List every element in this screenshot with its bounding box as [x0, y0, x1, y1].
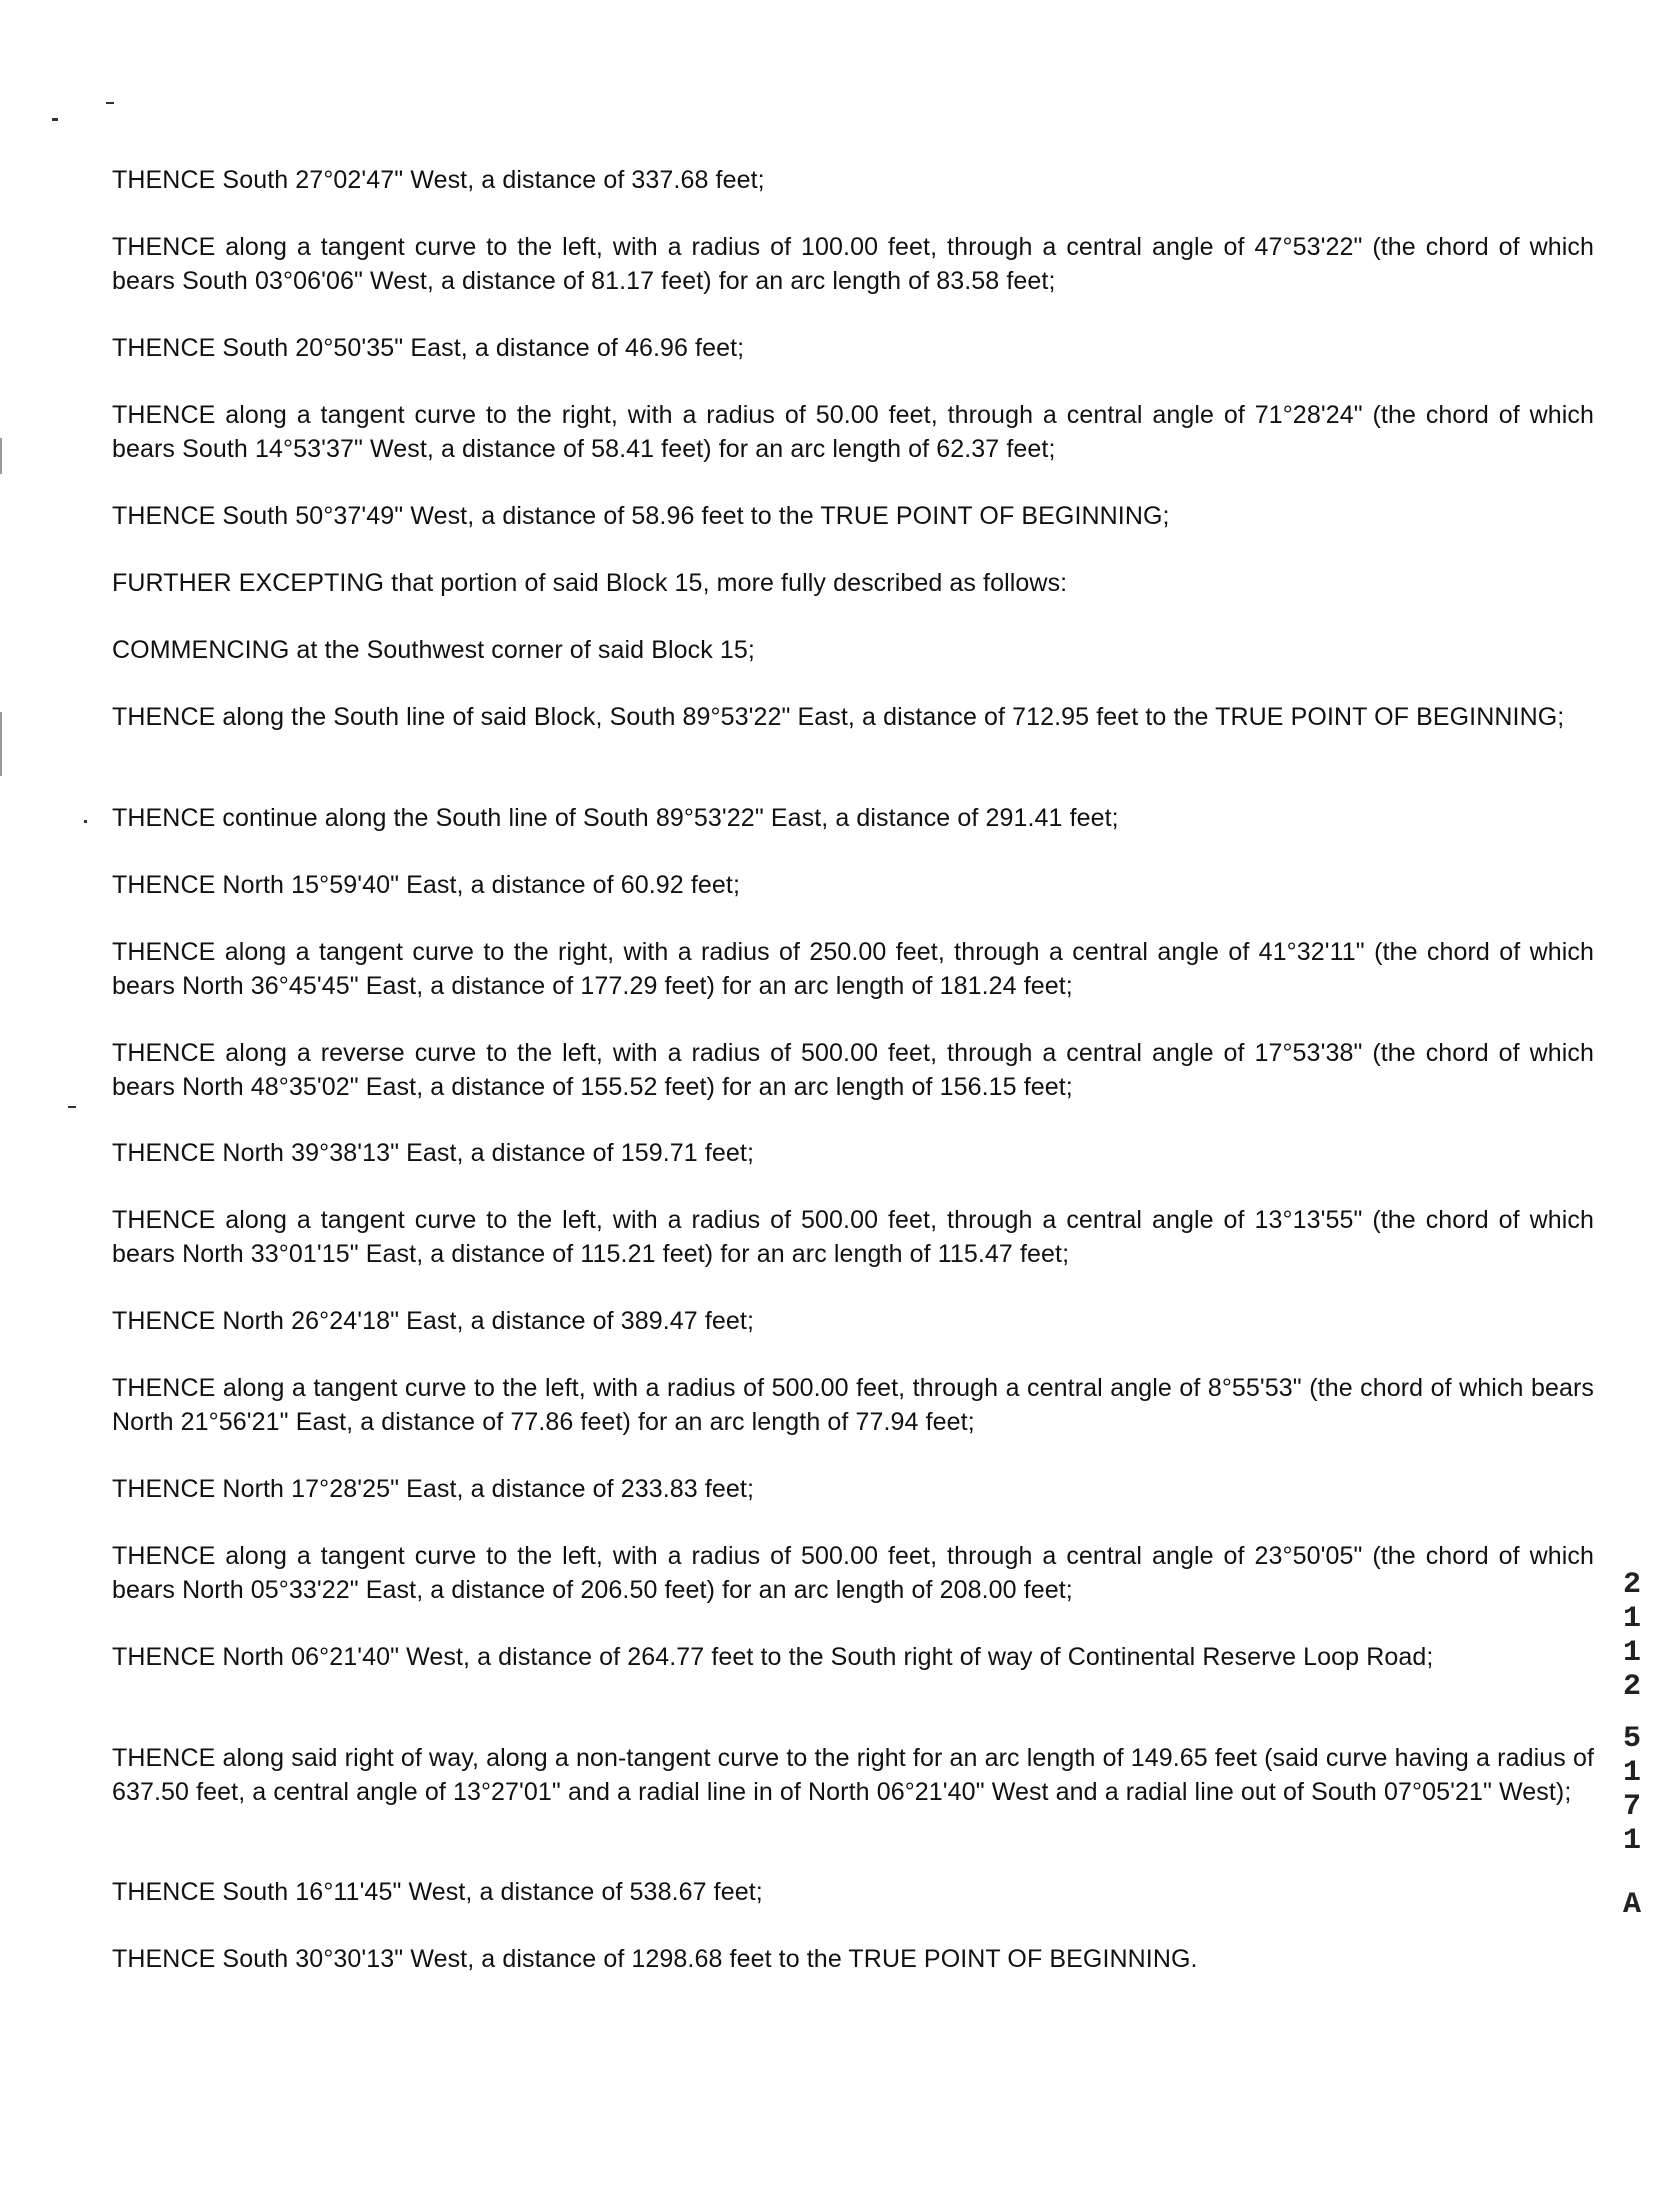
legal-paragraph: THENCE along a tangent curve to the left, with a radius of 100.00 feet, through a central angle of 47°53'22" (the chord of which bears South 03°06'06" West, a distance of 81.17 feet) for an arc length of 83.58 feet;: [112, 233, 1594, 295]
document-number-stamp: [1614, 1568, 1650, 1922]
scan-mark: [0, 438, 2, 474]
legal-paragraph: FURTHER EXCEPTING that portion of said Block 15, more fully described as follows:: [112, 569, 1068, 597]
legal-paragraph: THENCE along a reverse curve to the left, with a radius of 500.00 feet, through a central angle of 17°53'38" (the chord of which bears North 48°35'02" East, a distance of 155.52 feet) for an arc length of 156.15 feet;: [112, 1039, 1594, 1101]
legal-paragraph: THENCE along a tangent curve to the left, with a radius of 500.00 feet, through a central angle of 13°13'55" (the chord of which bears North 33°01'15" East, a distance of 115.21 feet) for an arc length of 115.47 feet;: [112, 1206, 1594, 1268]
stamp-char: 1: [1622, 1602, 1641, 1636]
legal-paragraph: THENCE South 27°02'47" West, a distance of 337.68 feet;: [112, 166, 765, 194]
stamp-char: 1: [1622, 1756, 1641, 1790]
legal-paragraph: THENCE North 06°21'40" West, a distance of 264.77 feet to the South right of way of Continental Reserve Loop Road;: [112, 1643, 1434, 1671]
stamp-char: 2: [1622, 1568, 1641, 1602]
stamp-char: 1: [1622, 1824, 1641, 1858]
legal-paragraph: THENCE along a tangent curve to the right, with a radius of 250.00 feet, through a central angle of 41°32'11" (the chord of which bears North 36°45'45" East, a distance of 177.29 feet) for an arc length of 181.24 feet;: [112, 938, 1594, 1000]
scan-mark: [106, 102, 114, 104]
scan-mark: [0, 712, 2, 776]
scan-mark: [52, 118, 58, 121]
legal-paragraph: THENCE North 17°28'25" East, a distance of 233.83 feet;: [112, 1475, 754, 1503]
legal-paragraph: THENCE South 30°30'13" West, a distance of 1298.68 feet to the TRUE POINT OF BEGINNING.: [112, 1945, 1198, 1973]
legal-paragraph: THENCE along a tangent curve to the right, with a radius of 50.00 feet, through a central angle of 71°28'24" (the chord of which bears South 14°53'37" West, a distance of 58.41 feet) for an arc length of 62.37 feet;: [112, 401, 1594, 463]
legal-paragraph: THENCE North 26°24'18" East, a distance of 389.47 feet;: [112, 1307, 754, 1335]
stamp-char: 5: [1622, 1722, 1641, 1756]
legal-paragraph: THENCE North 15°59'40" East, a distance of 60.92 feet;: [112, 871, 740, 899]
legal-paragraph: THENCE along a tangent curve to the left, with a radius of 500.00 feet, through a central angle of 8°55'53" (the chord of which bears North 21°56'21" East, a distance of 77.86 feet) for an arc length of 77.94 feet;: [112, 1374, 1594, 1436]
stamp-char: 7: [1622, 1790, 1641, 1824]
scan-mark: [68, 1106, 76, 1108]
legal-paragraph: COMMENCING at the Southwest corner of said Block 15;: [112, 636, 755, 664]
legal-paragraph: THENCE along said right of way, along a non-tangent curve to the right for an arc length of 149.65 feet (said curve having a radius of 637.50 feet, a central angle of 13°27'01" and a radial line in of North 06°21'40" West and a radial line out of South 07°05'21" West);: [112, 1744, 1594, 1806]
legal-paragraph: THENCE along a tangent curve to the left, with a radius of 500.00 feet, through a central angle of 23°50'05" (the chord of which bears North 05°33'22" East, a distance of 206.50 feet) for an arc length of 208.00 feet;: [112, 1542, 1594, 1604]
legal-paragraph: THENCE North 39°38'13" East, a distance of 159.71 feet;: [112, 1139, 754, 1167]
legal-paragraph: THENCE South 50°37'49" West, a distance of 58.96 feet to the TRUE POINT OF BEGINNING;: [112, 502, 1170, 530]
scan-mark: [84, 820, 87, 823]
legal-paragraph: THENCE South 20°50'35" East, a distance of 46.96 feet;: [112, 334, 745, 362]
legal-paragraph: THENCE continue along the South line of South 89°53'22" East, a distance of 291.41 feet;: [112, 804, 1119, 832]
stamp-char: A: [1622, 1888, 1641, 1922]
stamp-char: 2: [1622, 1670, 1641, 1704]
legal-paragraph: THENCE along the South line of said Block, South 89°53'22" East, a distance of 712.95 feet to the TRUE POINT OF BEGINNING;: [112, 703, 1565, 731]
stamp-char: 1: [1622, 1636, 1641, 1670]
legal-paragraph: THENCE South 16°11'45" West, a distance of 538.67 feet;: [112, 1878, 763, 1906]
